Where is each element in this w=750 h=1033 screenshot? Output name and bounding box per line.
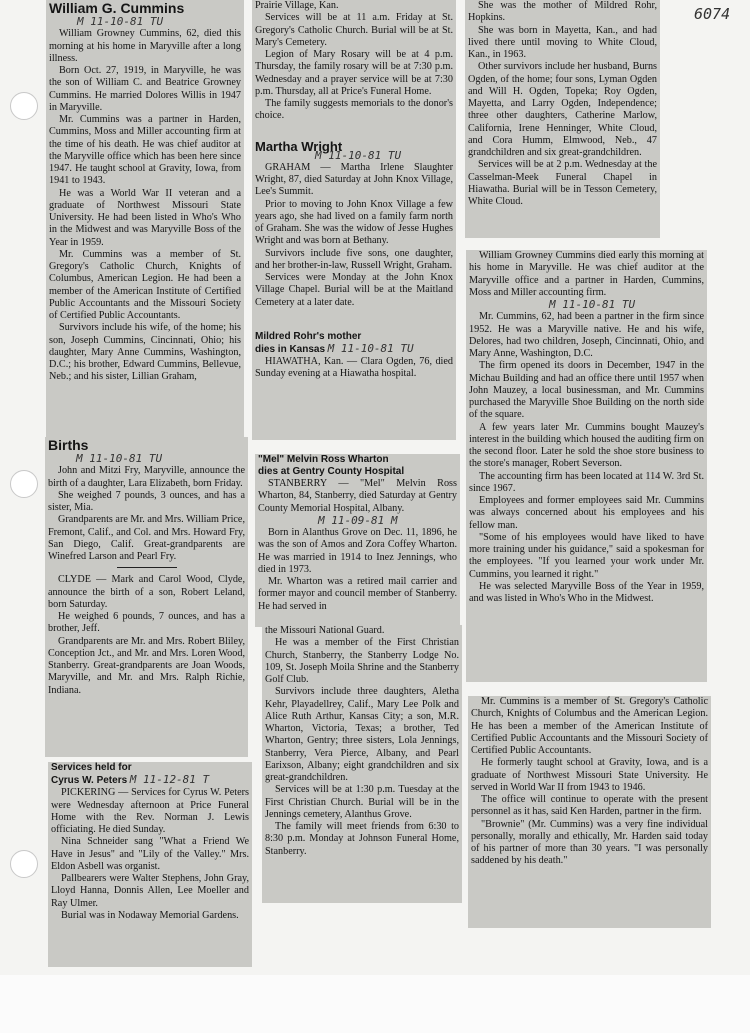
wright-paragraph: GRAHAM — Martha Irlene Slaughter Wright, 87, died Saturday at John Knox Village, Lee's Summit. (255, 161, 453, 198)
cummins-cont-paragraph: Services will be at 11 a.m. Friday at St. Gregory's Catholic Church. Burial will be at St. Mary's Cemetery. (255, 12, 453, 48)
cummins-date-note: M 11-10-81 TU (77, 15, 164, 28)
wright-date-note: M 11-10-81 TU (315, 148, 402, 162)
cummins-paragraph: William Growney Cummins, 62, died this morning at his home in Maryville after a long illness. (49, 28, 241, 64)
clipping-cummins-article (466, 250, 707, 682)
wharton-cont-paragraph: He was a member of the First Christian Church, Stanberry, the Stanberry Lodge No. 109, St. Joseph Moila Shrine and the Stanberry Golf Club. (265, 637, 459, 685)
birth-paragraph: John and Mitzi Fry, Maryville, announce the birth of a daughter, Lara Elizabeth, born Friday. (48, 465, 245, 489)
article-paragraph: "Brownie" (Mr. Cummins) was a very fine individual personally, morally and ethically, Mr. Harden said today of his partner of more than 30 years. "I was personally saddened by his death." (471, 818, 708, 867)
clipping-cummins-article-continued (468, 696, 711, 928)
birth-paragraph: She weighed 7 pounds, 3 ounces, and has a sister, Mia. (48, 489, 245, 513)
rohr-headline-line2: dies in Kansas (255, 343, 326, 355)
wharton-date-note: M 11-09-81 M (318, 513, 398, 527)
page-number-note: 6074 (694, 5, 731, 23)
binder-hole-top (10, 92, 38, 120)
article-paragraph: Mr. Cummins, 62, had been a partner in the firm since 1952. He was a Maryville native. He and his wife, Delores, had two children, Joseph, Cincinnati, Ohio, and Mary Anne, Washington, D.C. (469, 311, 704, 359)
cummins-headline: William G. Cummins (49, 0, 185, 16)
binder-hole-middle (10, 470, 38, 498)
cummins-cont-paragraph: Legion of Mary Rosary will be at 4 p.m. Thursday, the family rosary will be at 7:30 p.m. Wednesday and a prayer service will be at 7:30 p.m. Thursday, all at Price's Funeral Home. (255, 49, 453, 97)
clipping-peters (48, 762, 252, 967)
births-headline: Births (48, 437, 89, 453)
births-date-note: M 11-10-81 TU (76, 452, 163, 465)
wharton-cont-paragraph: Survivors include three daughters, Aletha Kehr, Playadellrey, Calif., Mary Lee Polk and Alice Ruth Arthur, Kansas City; a son, M.R. Wharton, Victoria, Texas; a brother, Ted Wharton, Gentry; three sisters, Lola Jennings, Stanberry, Vera Pierce, Albany, and Pearl Earixson, Albany; eight grandchildren and six great-grandchildren. (265, 686, 459, 783)
clipping-wharton-continued (262, 625, 462, 903)
article-paragraph: A few years later Mr. Cummins bought Mauzey's interest in the building which housed the auditing firm on the second floor. Later he sold the shoe store business to the store's manager, Robert Severson. (469, 421, 704, 470)
wright-paragraph: Survivors include five sons, one daughter, and her brother-in-law, Russell Wright, Graham. (255, 247, 453, 271)
birth-paragraph: Grandparents are Mr. and Mrs. William Price, Fremont, Calif., and Col. and Mrs. Howard Fry, San Diego, Calif. Great-grandparents are Winefred Larson and Pearl Fry. (48, 514, 245, 562)
rohr-paragraph: HIAWATHA, Kan. — Clara Ogden, 76, died Sunday evening at a Hiawatha hospital. (255, 356, 453, 380)
peters-headline-line2: Cyrus W. Peters (51, 775, 128, 786)
clipping-rohr-continued (465, 0, 660, 238)
article-paragraph: He was selected Maryville Boss of the Year in 1959, and was listed in Who's Who in the Midwest. (469, 580, 704, 604)
rohr-cont-paragraph: She was the mother of Mildred Rohr, Hopkins. (468, 0, 657, 24)
births-divider (117, 567, 177, 568)
wharton-cont-paragraph: Services will be at 1:30 p.m. Tuesday at the First Christian Church. Burial will be in the Jennings cemetery, Alanthus Grove. (265, 784, 459, 820)
wharton-paragraph: Born in Alanthus Grove on Dec. 11, 1896, he was the son of Amos and Zora Coffey Wharton. He was married in 1914 to Inez Jennings, who died in 1973. (258, 527, 457, 575)
wright-headline: Martha Wright (255, 138, 343, 154)
wright-paragraph: Services were Monday at the John Knox Village Chapel. Burial will be at the Maitland Cemetery at a later date. (255, 272, 453, 308)
birth-paragraph: He weighed 6 pounds, 7 ounces, and has a brother, Jeff. (48, 611, 245, 635)
article-paragraph: Mr. Cummins is a member of St. Gregory's Catholic Church, Knights of Columbus and the American Legion. He has been a member of the American Institute of Certified Public Accountants and the Missouri Society of Certified Public Accountants. (471, 696, 708, 756)
wharton-cont-paragraph: The family will meet friends from 6:30 to 8:30 p.m. Monday at Johnson Funeral Home, Stanberry. (265, 821, 459, 857)
article-paragraph: William Growney Cummins died early this morning at his home in Maryville. He was chief auditor at the Maryville office and a partner in Harden, Cummins, Moss and Miller accounting firm. (469, 250, 704, 298)
article-paragraph: Employees and former employees said Mr. Cummins was always concerned about his employees and his fellow man. (469, 495, 704, 531)
article-paragraph: The office will continue to operate with the present personnel as it has, said Ken Harden, partner in the firm. (471, 794, 708, 818)
peters-paragraph: Burial was in Nodaway Memorial Gardens. (61, 909, 239, 921)
peters-paragraph: Nina Schneider sang "What a Friend We Have in Jesus" and "Lily of the Valley." Mrs. Eldon Asbell was organist. (51, 836, 249, 872)
cummins-paragraph: Born Oct. 27, 1919, in Maryville, he was the son of William C. and Beatrice Growney Cummins. He married Dolores Willis in 1947 in Maryville. (49, 65, 241, 113)
wharton-paragraph: STANBERRY — "Mel" Melvin Ross Wharton, 84, Stanberry, died Saturday at Gentry County Memorial Hospital, Albany. (258, 478, 457, 514)
clipping-wharton (255, 454, 460, 627)
rohr-headline-line1: Mildred Rohr's mother (255, 330, 362, 342)
clipping-births (45, 437, 248, 757)
cummins-paragraph: He was a World War II veteran and a graduate of Northwest Missouri State University. He had been listed in Who's Who in the Midwest and was Maryville Boss of the Year in 1959. (49, 187, 241, 248)
wharton-paragraph: Mr. Wharton was a retired mail carrier and former mayor and council member of Stanberry. He had served in (258, 576, 457, 612)
rohr-cont-paragraph: Other survivors include her husband, Burns Ogden, of the home; four sons, Lyman Ogden and Will H. Ogden, Topeka; Roy Ogden, Mayetta, and Larry Ogden, Independence; three other daughters, Catherine Marlow, California, Irene Henninger, White Cloud, and Cora Humm, Elmwood, Neb., 47 grandchildren and six great-grandchildren. (468, 61, 657, 158)
peters-date-note: M 11-12-81 T (129, 773, 210, 786)
birth-paragraph: CLYDE — Mark and Carol Wood, Clyde, announce the birth of a son, Robert Leland, born Saturday. (48, 574, 245, 610)
article-paragraph: He formerly taught school at Gravity, Iowa, and is a graduate of Northwest Missouri State University. He served in World War II from 1943 to 1946. (471, 757, 708, 793)
cummins-paragraph: Survivors include his wife, of the home; his son, Joseph Cummins, Cincinnati, Ohio; his daughter, Mary Anne Cummins, Washington, D.C.; his brother, Edward Cummins, Bellevue, Neb.; and his sister, Lillian Graham, (49, 322, 241, 383)
wharton-headline-line1: "Mel" Melvin Ross Wharton (258, 454, 389, 465)
rohr-date-note: M 11-10-81 TU (327, 341, 414, 355)
binder-hole-bottom (10, 850, 38, 878)
rohr-cont-paragraph: Services will be at 2 p.m. Wednesday at the Casselman-Meek Funeral Chapel in Hiawatha. Burial will be in Tesson Cemetery, White Cloud. (468, 159, 657, 207)
peters-paragraph: Pallbearers were Walter Stephens, John Gray, Lloyd Hanna, Donnis Allen, Lee Moeller and Ray Ulmer. (51, 873, 249, 909)
wright-paragraph: Prior to moving to John Knox Village a few years ago, she had lived on a family farm north of Graham. She was the widow of Jesse Hughes Wright and was born at Bethany. (255, 198, 453, 247)
peters-headline-line1: Services held for (51, 762, 132, 773)
article-paragraph: The firm opened its doors in December, 1947 in the Michau Building and had an office there until 1957 when John Mauzey, a local businessman, and Mr. Cummins purchased the Maryville Shoe Building on the north side of the square. (469, 360, 704, 421)
article-paragraph: "Some of his employees would have liked to have more training under his guidance," said a spokesman for the employees. "If you learned your work under Mr. Cummins, you learned it right." (469, 531, 704, 580)
rohr-cont-paragraph: She was born in Mayetta, Kan., and had lived there until moving to White Cloud, Kan., in 1963. (468, 24, 657, 60)
clipping-middle-top (252, 0, 456, 440)
page-bottom-margin (0, 975, 750, 1033)
cummins-cont-paragraph: The family suggests memorials to the donor's choice. (255, 98, 453, 122)
cummins-paragraph: Mr. Cummins was a partner in Harden, Cummins, Moss and Miller accounting firm at the time of his death. He was chief auditor at the Maryville office which has been here since 1947. He taught school at Gravity, Iowa, from 1941 to 1943. (49, 114, 241, 187)
birth-paragraph: Grandparents are Mr. and Mrs. Robert Bliley, Conception Jct., and Mr. and Mrs. Loren Wood, Stanberry. Great-grandparents are Joan Woods, Maryville, and Mr. and Mrs. Ralph Richie, Indiana. (48, 635, 245, 696)
wharton-cont-paragraph: the Missouri National Guard. (265, 625, 385, 636)
article-paragraph: The accounting firm has been located at 114 W. 3rd St. since 1967. (469, 470, 704, 494)
wharton-headline-line2: dies at Gentry County Hospital (258, 466, 405, 477)
cummins-cont-paragraph: Prairie Village, Kan. (255, 0, 339, 11)
peters-paragraph: PICKERING — Services for Cyrus W. Peters were Wednesday afternoon at Price Funeral Home with the Rev. Norman J. Lewis officiating. He died Sunday. (51, 787, 249, 835)
article-date-note: M 11-10-81 TU (549, 298, 636, 311)
clipping-cummins-obituary (46, 0, 244, 437)
cummins-paragraph: Mr. Cummins was a member of St. Gregory's Catholic Church, Knights of Columbus, American Legion. He had been a member of the American Institute of Certified Public Accountants and the Missouri Society of Certified Public Accountants. (49, 248, 241, 321)
